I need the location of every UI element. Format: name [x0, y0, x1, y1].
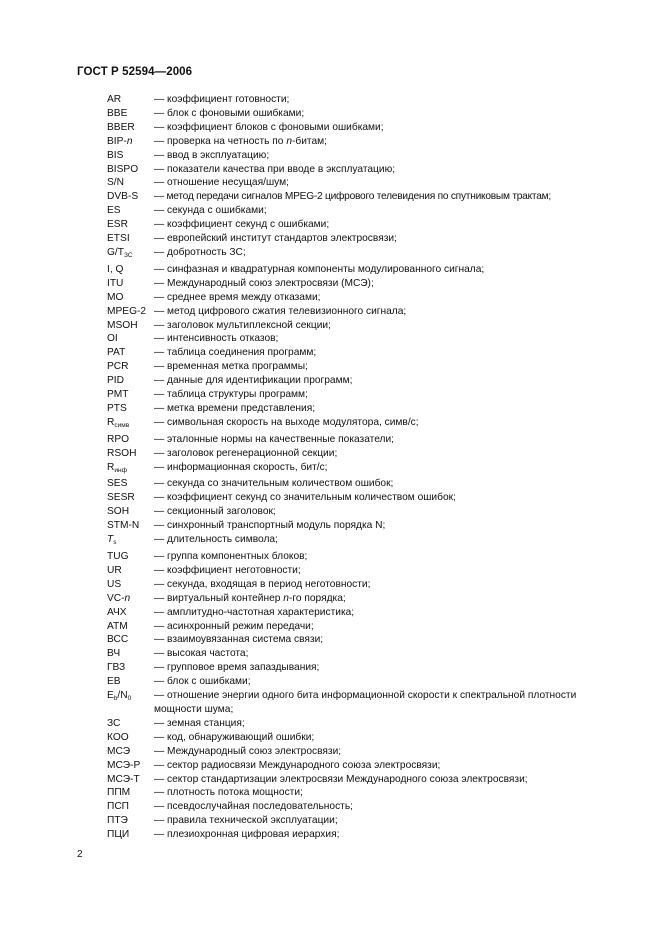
- abbreviation-row: [107, 433, 615, 447]
- abbreviation-term: АЧХ: [107, 606, 127, 618]
- abbreviation-definition: — таблица соединения программ;: [154, 347, 317, 359]
- abbreviation-definition: — заголовок регенерационной секции;: [154, 447, 338, 459]
- abbreviation-row: [107, 477, 615, 491]
- abbreviation-definition: — сектор радиосвязи Международного союза электросвязи;: [154, 759, 441, 771]
- abbreviation-term: $T_s$: [107, 534, 117, 547]
- abbreviation-term: BISPO: [107, 163, 139, 175]
- abbreviation-definition: — синхронный транспортный модуль порядка N;: [154, 520, 386, 532]
- abbreviation-term: PMT: [107, 389, 129, 401]
- abbreviation-term: PAT: [107, 347, 126, 359]
- abbreviation-row: [107, 814, 615, 828]
- abbreviation-definition: — код, обнаруживающий ошибки;: [154, 731, 315, 743]
- abbreviation-definition: — временная метка программы;: [154, 361, 308, 373]
- abbreviation-term: RSOH: [107, 447, 137, 459]
- abbreviation-term: STM-N: [107, 520, 140, 532]
- abbreviation-term: ППМ: [107, 787, 131, 799]
- abbreviation-row: [107, 661, 615, 675]
- abbreviation-term: US: [107, 578, 122, 590]
- abbreviation-term: MSOH: [107, 319, 138, 331]
- abbreviation-term: ESR: [107, 219, 128, 231]
- abbreviation-definition: — метка времени представления;: [154, 402, 316, 414]
- abbreviation-definition: — символьная скорость на выходе модулятора, симв/с;: [154, 416, 419, 428]
- abbreviation-row: [107, 107, 615, 121]
- abbreviation-row: [107, 149, 615, 163]
- abbreviation-definition: — коэффициент блоков с фоновыми ошибками;: [154, 121, 384, 133]
- abbreviation-definition: — ввод в эксплуатацию;: [154, 149, 270, 161]
- abbreviation-term: OI: [107, 333, 118, 345]
- abbreviation-definition: — коэффициент неготовности;: [154, 564, 301, 576]
- abbreviation-term: BIS: [107, 149, 124, 161]
- abbreviation-definition: — блок с ошибками;: [154, 676, 251, 688]
- abbreviation-definition: — плотность потока мощности;: [154, 787, 303, 799]
- abbreviation-term: МСЭ-Р: [107, 759, 141, 771]
- abbreviation-definition: — правила технической эксплуатации;: [154, 815, 338, 827]
- abbreviation-row: [107, 176, 615, 190]
- abbreviation-row: [107, 135, 615, 149]
- abbreviation-row: [107, 550, 615, 564]
- abbreviation-row: [107, 505, 615, 519]
- abbreviation-row: [107, 592, 615, 606]
- abbreviation-definition: — Международный союз электросвязи;: [154, 745, 342, 757]
- abbreviation-row: [107, 218, 615, 232]
- abbreviation-definition: — Международный союз электросвязи (МСЭ);: [154, 277, 374, 289]
- abbreviation-term: PCR: [107, 361, 129, 373]
- abbreviation-term: МСЭ-Т: [107, 773, 140, 785]
- abbreviation-definition: — заголовок мультиплексной секции;: [154, 319, 331, 331]
- abbreviation-row: [107, 319, 615, 333]
- abbreviation-row: [107, 578, 615, 592]
- abbreviation-definition: — отношение несущая/шум;: [154, 177, 289, 189]
- abbreviation-definition: — проверка на четность по n-битам;: [154, 135, 327, 147]
- abbreviation-term: $G/T_{ЗС}$: [107, 246, 133, 259]
- abbreviation-term: ES: [107, 205, 121, 217]
- abbreviation-definition: — секционный заголовок;: [154, 506, 276, 518]
- abbreviation-term: $R_{инф}$: [107, 461, 127, 474]
- abbreviation-definition: — взаимоувязанная система связи;: [154, 634, 324, 646]
- abbreviation-row: [107, 647, 615, 661]
- abbreviation-term: UR: [107, 564, 122, 576]
- abbreviation-row: [107, 689, 615, 717]
- abbreviation-row: [107, 388, 615, 402]
- abbreviation-row: [107, 416, 615, 433]
- abbreviation-row: [107, 121, 615, 135]
- abbreviation-definition: — отношение энергии одного бита информационной скорости к спектральной плотности мощности шума;: [154, 690, 577, 715]
- abbreviation-definition: — данные для идентификации программ;: [154, 375, 353, 387]
- abbreviation-row: [107, 447, 615, 461]
- abbreviation-definition: — информационная скорость, бит/с;: [154, 461, 328, 473]
- abbreviation-term: ГВЗ: [107, 662, 126, 674]
- abbreviation-term: RPO: [107, 433, 130, 445]
- abbreviation-definition: — эталонные нормы на качественные показатели;: [154, 433, 395, 445]
- abbreviation-definition: — группа компонентных блоков;: [154, 551, 308, 562]
- abbreviation-term: BBER: [107, 121, 135, 133]
- abbreviation-term: ETSI: [107, 233, 130, 245]
- abbreviation-term: МСЭ: [107, 745, 131, 757]
- abbreviation-term: DVB-S: [107, 191, 139, 203]
- abbreviation-definition: — метод цифрового сжатия телевизионного сигнала;: [154, 305, 407, 317]
- abbreviation-definition: — коэффициент секунд с ошибками;: [154, 219, 330, 231]
- abbreviation-definition: — показатели качества при вводе в эксплуатацию;: [154, 163, 396, 175]
- abbreviation-row: [107, 263, 615, 277]
- abbreviation-row: [107, 346, 615, 360]
- abbreviation-definition: — высокая частота;: [154, 648, 249, 660]
- abbreviation-term: BIP-n: [107, 135, 133, 147]
- abbreviation-definition: — среднее время между отказами;: [154, 291, 321, 303]
- abbreviation-row: [107, 633, 615, 647]
- abbreviation-row: [107, 402, 615, 416]
- abbreviation-definition: — синфазная и квадратурная компоненты модулированного сигнала;: [154, 263, 485, 275]
- abbreviation-row: [107, 491, 615, 505]
- abbreviation-definition: — интенсивность отказов;: [154, 333, 279, 345]
- abbreviation-row: [107, 533, 615, 550]
- document-header: ГОСТ Р 52594—2006: [77, 66, 193, 78]
- abbreviation-row: [107, 620, 615, 634]
- abbreviation-definition: — коэффициент готовности;: [154, 94, 290, 105]
- abbreviation-row: [107, 731, 615, 745]
- abbreviation-term: SES: [107, 478, 128, 490]
- abbreviation-definition: — псевдослучайная последовательность;: [154, 801, 353, 813]
- abbreviation-row: [107, 745, 615, 759]
- abbreviation-definition: — секунда, входящая в период неготовности;: [154, 578, 371, 590]
- abbreviation-definition: — секунда со значительным количеством ошибок;: [154, 478, 394, 490]
- abbreviation-term: ЗС: [107, 717, 121, 729]
- abbreviation-row: [107, 190, 615, 204]
- abbreviation-term: ВСС: [107, 634, 129, 646]
- abbreviation-row: [107, 675, 615, 689]
- abbreviation-definition: — амплитудно-частотная характеристика;: [154, 606, 355, 618]
- abbreviation-term: SESR: [107, 492, 135, 504]
- abbreviation-term: AR: [107, 94, 122, 105]
- abbreviation-definition: — секунда с ошибками;: [154, 205, 267, 217]
- abbreviation-term: I, Q: [107, 263, 124, 275]
- abbreviation-term: TUG: [107, 551, 129, 562]
- abbreviation-term: SOH: [107, 506, 130, 518]
- abbreviation-row: [107, 800, 615, 814]
- abbreviation-row: [107, 786, 615, 800]
- abbreviation-row: [107, 773, 615, 787]
- abbreviation-row: [107, 606, 615, 620]
- abbreviation-row: [107, 305, 615, 319]
- abbreviation-row: [107, 93, 615, 107]
- abbreviation-definition: — длительность символа;: [154, 534, 278, 546]
- abbreviation-row: [107, 360, 615, 374]
- abbreviation-definition: — виртуальный контейнер n-го порядка;: [154, 592, 346, 604]
- abbreviation-row: [107, 564, 615, 578]
- abbreviation-definition: — сектор стандартизации электросвязи Международного союза электросвязи;: [154, 773, 528, 785]
- abbreviation-row: [107, 461, 615, 478]
- abbreviation-row: [107, 246, 615, 263]
- abbreviation-term: $E_b/N_0$: [107, 690, 132, 703]
- abbreviation-row: [107, 717, 615, 731]
- abbreviation-list: [107, 93, 615, 842]
- abbreviation-term: PID: [107, 375, 124, 387]
- abbreviation-term: VC-n: [107, 592, 131, 604]
- abbreviation-term: ПСП: [107, 801, 130, 813]
- abbreviation-row: [107, 232, 615, 246]
- abbreviation-definition: — земная станция;: [154, 717, 245, 729]
- abbreviation-row: [107, 374, 615, 388]
- abbreviation-definition: — европейский институт стандартов электросвязи;: [154, 233, 397, 245]
- abbreviation-term: PTS: [107, 402, 127, 414]
- abbreviation-definition: — плезиохронная цифровая иерархия;: [154, 829, 340, 841]
- abbreviation-term: КОО: [107, 731, 129, 743]
- abbreviation-term: ITU: [107, 277, 124, 289]
- abbreviation-definition: — блок с фоновыми ошибками;: [154, 107, 305, 119]
- abbreviation-row: [107, 163, 615, 177]
- abbreviation-definition: — асинхронный режим передачи;: [154, 620, 314, 632]
- abbreviation-definition: — метод передачи сигналов MPEG-2 цифрового телевидения по спутниковым трактам;: [154, 191, 551, 203]
- abbreviation-term: S/N: [107, 177, 124, 189]
- abbreviation-row: [107, 828, 615, 842]
- abbreviation-term: BBE: [107, 107, 128, 119]
- abbreviation-definition: — групповое время запаздывания;: [154, 662, 320, 674]
- abbreviation-definition: — таблица структуры программ;: [154, 389, 308, 401]
- abbreviation-term: ЕВ: [107, 676, 121, 688]
- abbreviation-row: [107, 759, 615, 773]
- page-number: 2: [77, 849, 83, 860]
- abbreviation-term: ВЧ: [107, 648, 121, 660]
- abbreviation-term: MO: [107, 291, 124, 303]
- abbreviation-row: [107, 204, 615, 218]
- abbreviation-row: [107, 332, 615, 346]
- abbreviation-term: $R_{симв}$: [107, 416, 130, 429]
- abbreviation-definition: — коэффициент секунд со значительным количеством ошибок;: [154, 492, 456, 504]
- abbreviation-row: [107, 277, 615, 291]
- abbreviation-row: [107, 519, 615, 533]
- abbreviation-definition: — добротность ЗС;: [154, 246, 246, 258]
- abbreviation-term: АТМ: [107, 620, 128, 632]
- abbreviation-row: [107, 291, 615, 305]
- abbreviation-term: MPEG-2: [107, 305, 147, 317]
- abbreviation-term: ПЦИ: [107, 829, 130, 841]
- abbreviation-term: ПТЭ: [107, 815, 128, 827]
